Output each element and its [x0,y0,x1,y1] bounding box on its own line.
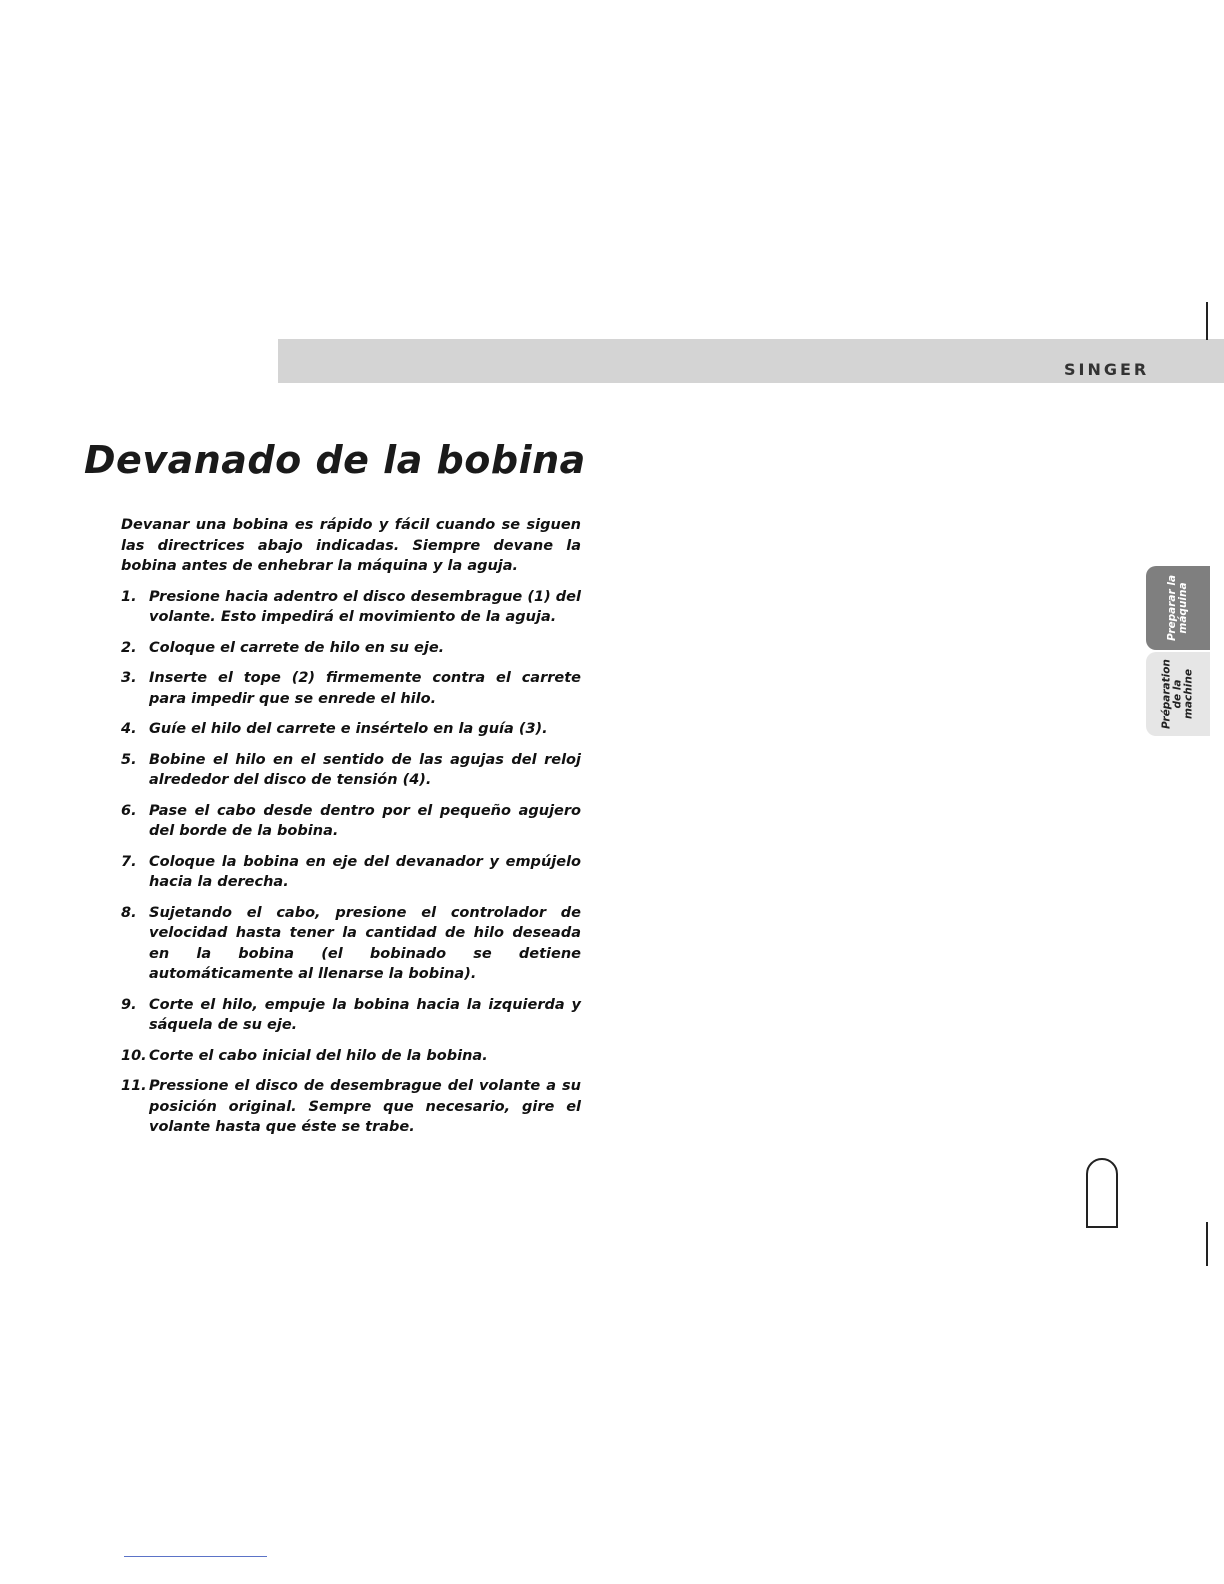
step-number: 2. [121,639,137,656]
brand-logo: SINGER [1064,360,1150,379]
edge-line-top [1206,302,1208,340]
list-item [121,638,581,659]
list-item [121,801,581,842]
tab-preparation-de-la-machine[interactable] [1146,652,1210,736]
tab-label: Préparation de la machine [1160,659,1195,729]
step-number: 7. [121,853,137,870]
step-text: Sujetando el cabo, presione el controlador de velocidad hasta tener la cantidad de hilo deseada en la bobina (el bobinado se detiene automáticamente al llenarse la bobina). [149,904,581,982]
step-number: 10. [121,1047,147,1064]
footer-line [124,1556,267,1557]
list-item [121,587,581,628]
step-number: 8. [121,904,137,921]
page-marker [1086,1158,1118,1228]
step-text: Bobine el hilo en el sentido de las agujas del reloj alrededor del disco de tensión (4). [149,751,581,788]
page-title: Devanado de la bobina [84,438,586,482]
list-item [121,719,581,740]
list-item [121,750,581,791]
step-number: 6. [121,802,137,819]
step-text: Pressione el disco de desembrague del volante a su posición original. Sempre que necesario, gire el volante hasta que éste se trabe. [149,1078,581,1135]
list-item [121,903,581,985]
step-text: Corte el hilo, empuje la bobina hacia la izquierda y sáquela de su eje. [149,996,581,1033]
step-text: Coloque la bobina en eje del devanador y empújelo hacia la derecha. [149,853,581,890]
list-item [121,668,581,709]
step-text: Inserte el tope (2) firmemente contra el carrete para impedir que se enrede el hilo. [149,670,581,707]
tab-label: Preparar la máquina [1166,574,1189,642]
main-content [121,515,581,1148]
step-number: 3. [121,670,137,686]
step-text: Presione hacia adentro el disco desembrague (1) del volante. Esto impedirá el movimiento de la aguja. [149,588,581,625]
step-number: 5. [121,751,137,768]
step-number: 4. [121,721,137,737]
step-number: 9. [121,996,137,1013]
intro-paragraph: Devanar una bobina es rápido y fácil cuando se siguen las directrices abajo indicadas. Siempre devane la bobina antes de enhebrar la máquina y la aguja. [121,517,581,574]
list-item [121,1046,581,1067]
step-text: Corte el cabo inicial del hilo de la bobina. [149,1047,488,1064]
tab-preparar-la-maquina[interactable] [1146,566,1210,650]
step-number: 11. [121,1078,147,1094]
list-item [121,995,581,1036]
step-text: Coloque el carrete de hilo en su eje. [149,639,445,656]
list-item [121,852,581,893]
steps-list [121,587,581,1138]
step-number: 1. [121,588,137,605]
list-item [121,1076,581,1138]
edge-line-bottom [1206,1222,1208,1266]
step-text: Pase el cabo desde dentro por el pequeño agujero del borde de la bobina. [149,802,581,839]
step-text: Guíe el hilo del carrete e insértelo en la guía (3). [149,721,548,737]
